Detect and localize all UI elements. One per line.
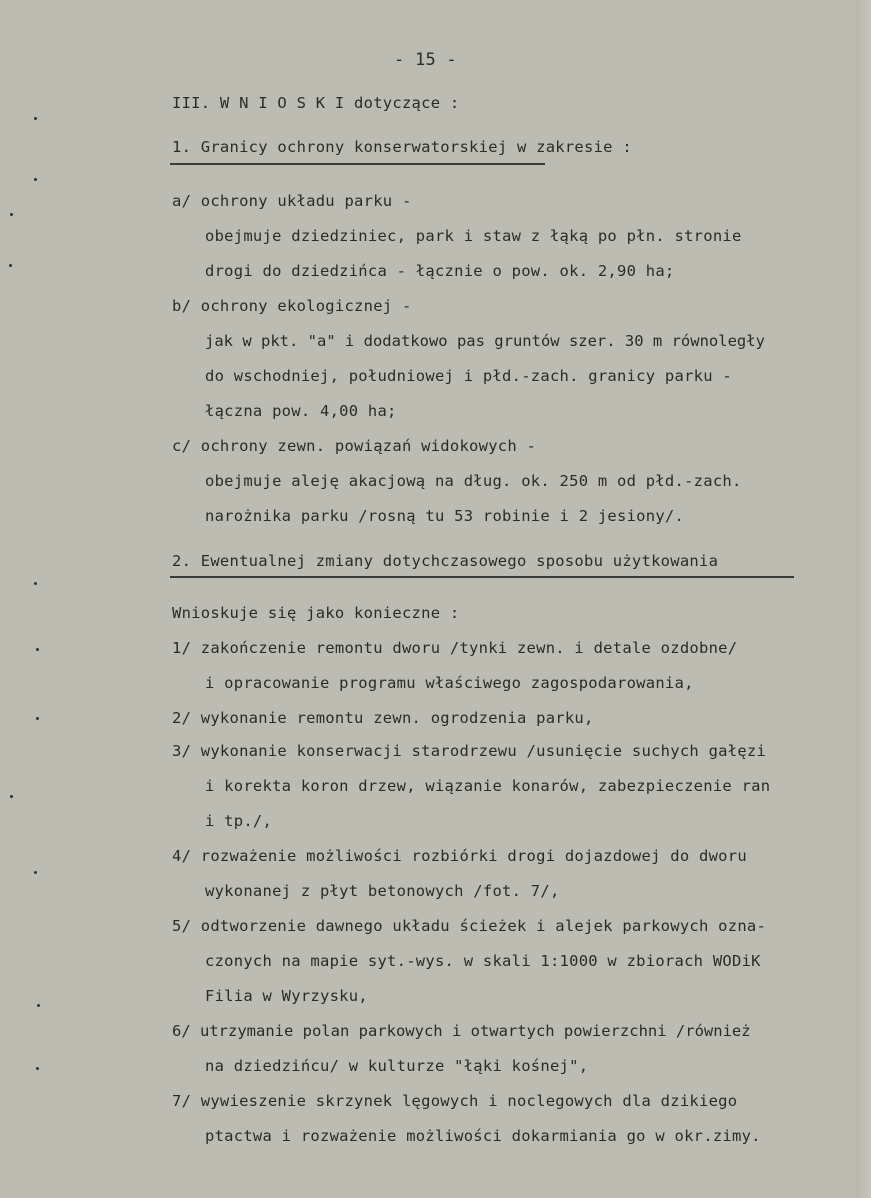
intro-line: Wnioskuje się jako konieczne : xyxy=(172,604,460,622)
page-number: - 15 - xyxy=(394,50,457,70)
text-line: czonych na mapie syt.-wys. w skali 1:1000 w zbiorach WODiK xyxy=(205,952,761,970)
text-line: b/ ochrony ekologicznej - xyxy=(172,297,412,315)
margin-mark xyxy=(9,264,12,267)
page-edge xyxy=(856,0,871,1198)
margin-mark xyxy=(34,871,37,874)
section-title-underline xyxy=(170,576,794,578)
margin-mark xyxy=(10,795,13,798)
section-title: 2. Ewentualnej zmiany dotychczasowego sposobu użytkowania xyxy=(172,552,719,570)
text-line: obejmuje aleję akacjową na dług. ok. 250 m od płd.-zach. xyxy=(205,472,742,490)
text-line: 2/ wykonanie remontu zewn. ogrodzenia parku, xyxy=(172,709,594,727)
margin-mark xyxy=(36,717,39,720)
margin-mark xyxy=(34,178,37,181)
text-line: narożnika parku /rosną tu 53 robinie i 2 jesiony/. xyxy=(205,507,685,525)
text-line: Filia w Wyrzysku, xyxy=(205,987,368,1005)
section-title: 1. Granicy ochrony konserwatorskiej w zakresie : xyxy=(172,138,632,156)
text-line: 3/ wykonanie konserwacji starodrzewu /usunięcie suchych gałęzi xyxy=(172,742,767,760)
text-line: obejmuje dziedziniec, park i staw z łąką po płn. stronie xyxy=(205,227,742,245)
text-line: do wschodniej, południowej i płd.-zach. granicy parku - xyxy=(205,367,732,385)
section-title-underline xyxy=(170,163,545,165)
margin-mark xyxy=(34,582,37,585)
text-line: 1/ zakończenie remontu dworu /tynki zewn. i detale ozdobne/ xyxy=(172,639,738,657)
text-line: 7/ wywieszenie skrzynek lęgowych i noclegowych dla dzikiego xyxy=(172,1092,738,1110)
text-line: i opracowanie programu właściwego zagospodarowania, xyxy=(205,674,694,692)
text-line: łączna pow. 4,00 ha; xyxy=(205,402,397,420)
text-line: wykonanej z płyt betonowych /fot. 7/, xyxy=(205,882,560,900)
margin-mark xyxy=(37,1004,40,1007)
text-line: 6/ utrzymanie polan parkowych i otwartych powierzchni /również xyxy=(172,1022,751,1040)
text-line: i tp./, xyxy=(205,812,273,830)
margin-mark xyxy=(34,117,37,120)
text-line: c/ ochrony zewn. powiązań widokowych - xyxy=(172,437,537,455)
margin-mark xyxy=(36,1067,39,1070)
text-line: i korekta koron drzew, wiązanie konarów, zabezpieczenie ran xyxy=(205,777,771,795)
text-line: ptactwa i rozważenie możliwości dokarmiania go w okr.zimy. xyxy=(205,1127,761,1145)
text-line: a/ ochrony układu parku - xyxy=(172,192,412,210)
text-line: jak w pkt. "a" i dodatkowo pas gruntów szer. 30 m równoległy xyxy=(205,332,765,350)
text-line: drogi do dziedzińca - łącznie o pow. ok. 2,90 ha; xyxy=(205,262,675,280)
section-heading: III. W N I O S K I dotyczące : xyxy=(172,94,460,112)
margin-mark xyxy=(10,213,13,216)
text-line: 5/ odtworzenie dawnego układu ścieżek i alejek parkowych ozna- xyxy=(172,917,767,935)
text-line: 4/ rozważenie możliwości rozbiórki drogi dojazdowej do dworu xyxy=(172,847,747,865)
text-line: na dziedzińcu/ w kulturze "łąki kośnej", xyxy=(205,1057,589,1075)
margin-mark xyxy=(36,648,39,651)
